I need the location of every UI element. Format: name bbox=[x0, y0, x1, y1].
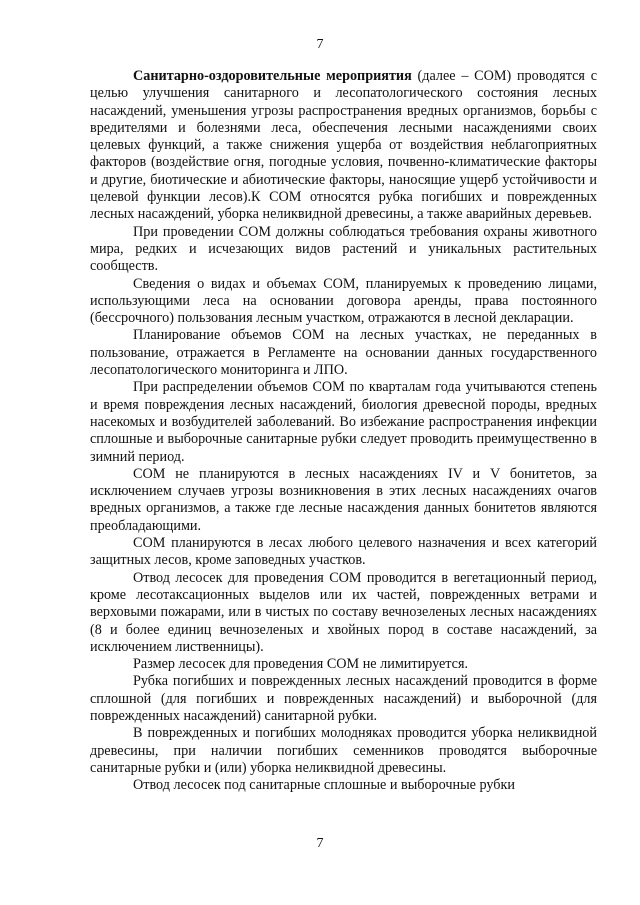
paragraph-text: Размер лесосек для проведения СОМ не лимитируется. bbox=[133, 656, 469, 673]
paragraph-lead: Санитарно-оздоровительные мероприятия bbox=[133, 68, 412, 84]
paragraph bbox=[90, 656, 597, 673]
paragraph-text: СОМ планируются в лесах любого целевого назначения и всех категорий защитных лесов, кроме заповедных участков. bbox=[90, 535, 597, 569]
paragraph-text: Рубка погибших и поврежденных лесных насаждений проводится в форме сплошной (для погибших и поврежденных насаждений) и выборочной (для поврежденных насаждений) санитарной рубки. bbox=[90, 673, 597, 724]
paragraph-text: СОМ не планируются в лесных насаждениях IV и V бонитетов, за исключением случаев угрозы возникновения в этих лесных насаждениях очагов вредных организмов, а также где лесные насаждения данных бонитетов являются преобладающими. bbox=[90, 465, 597, 534]
document-body bbox=[90, 68, 597, 794]
paragraph bbox=[90, 224, 597, 276]
page-number-top: 7 bbox=[316, 37, 324, 52]
paragraph bbox=[90, 276, 597, 328]
paragraph bbox=[90, 327, 597, 379]
paragraph bbox=[90, 466, 597, 535]
paragraph-text: Планирование объемов СОМ на лесных участках, не переданных в пользование, отражается в Регламенте на основании данных государственного лесопатологического мониторинга и ЛПО. bbox=[90, 327, 597, 379]
page-number-bottom: 7 bbox=[316, 836, 324, 851]
paragraph bbox=[90, 570, 597, 656]
paragraph-text: Сведения о видах и объемах СОМ, планируемых к проведению лицами, использующими леса на основании договора аренды, права постоянного (бессрочного) пользования лесным участком, отражаются в лесной декларации. bbox=[90, 275, 597, 327]
paragraph-text: В поврежденных и погибших молодняках проводится уборка неликвидной древесины, при наличии погибших семенников проводятся выборочные санитарные рубки и (или) уборка неликвидной древесины. bbox=[90, 725, 597, 776]
paragraph-text: Отвод лесосек для проведения СОМ проводится в вегетационный период, кроме лесотаксационных выделов или их частей, поврежденных ветрами и верховыми пожарами, или в чистых по составу вечнозеленых лесных насаждениях (8 и более единиц вечнозеленых и хвойных пород в составе насаждений, за исключением лиственницы). bbox=[90, 569, 597, 655]
paragraph-text: Отвод лесосек под санитарные сплошные и выборочные рубки bbox=[133, 777, 515, 794]
paragraph-text: При проведении СОМ должны соблюдаться требования охраны животного мира, редких и исчезающих видов растений и уникальных растительных сообществ. bbox=[90, 223, 597, 275]
paragraph bbox=[90, 673, 597, 725]
paragraph-text: При распределении объемов СОМ по кварталам года учитываются степень и время повреждения лесных насаждений, биология древесной породы, вредных насекомых и возбудителей заболеваний. Во избежание распространения инфекции сплошные и выборочные санитарные рубки следует проводить преимущественно в зимний период. bbox=[90, 379, 597, 465]
paragraph bbox=[90, 379, 597, 465]
paragraph-text: (далее – СОМ) проводятся с целью улучшения санитарного и лесопатологического состояния лесных насаждений, уменьшения угрозы распространения вредных организмов, борьбы с вредителями и болезнями леса, обеспечения лесными насаждениями своих целевых функций, а также снижения ущерба от воздействия неблагоприятных факторов (воздействие огня, погодные условия, почвенно-климатические факторы и другие, биотические и абиотические факторы, наносящие ущерб устойчивости и целевой функции лесов).К СОМ относятся рубка погибших и поврежденных лесных насаждений, уборка неликвидной древесины, а также аварийных деревьев. bbox=[90, 68, 597, 223]
paragraph bbox=[90, 725, 597, 777]
paragraph bbox=[90, 535, 597, 570]
paragraph bbox=[90, 68, 597, 224]
paragraph bbox=[90, 777, 597, 794]
